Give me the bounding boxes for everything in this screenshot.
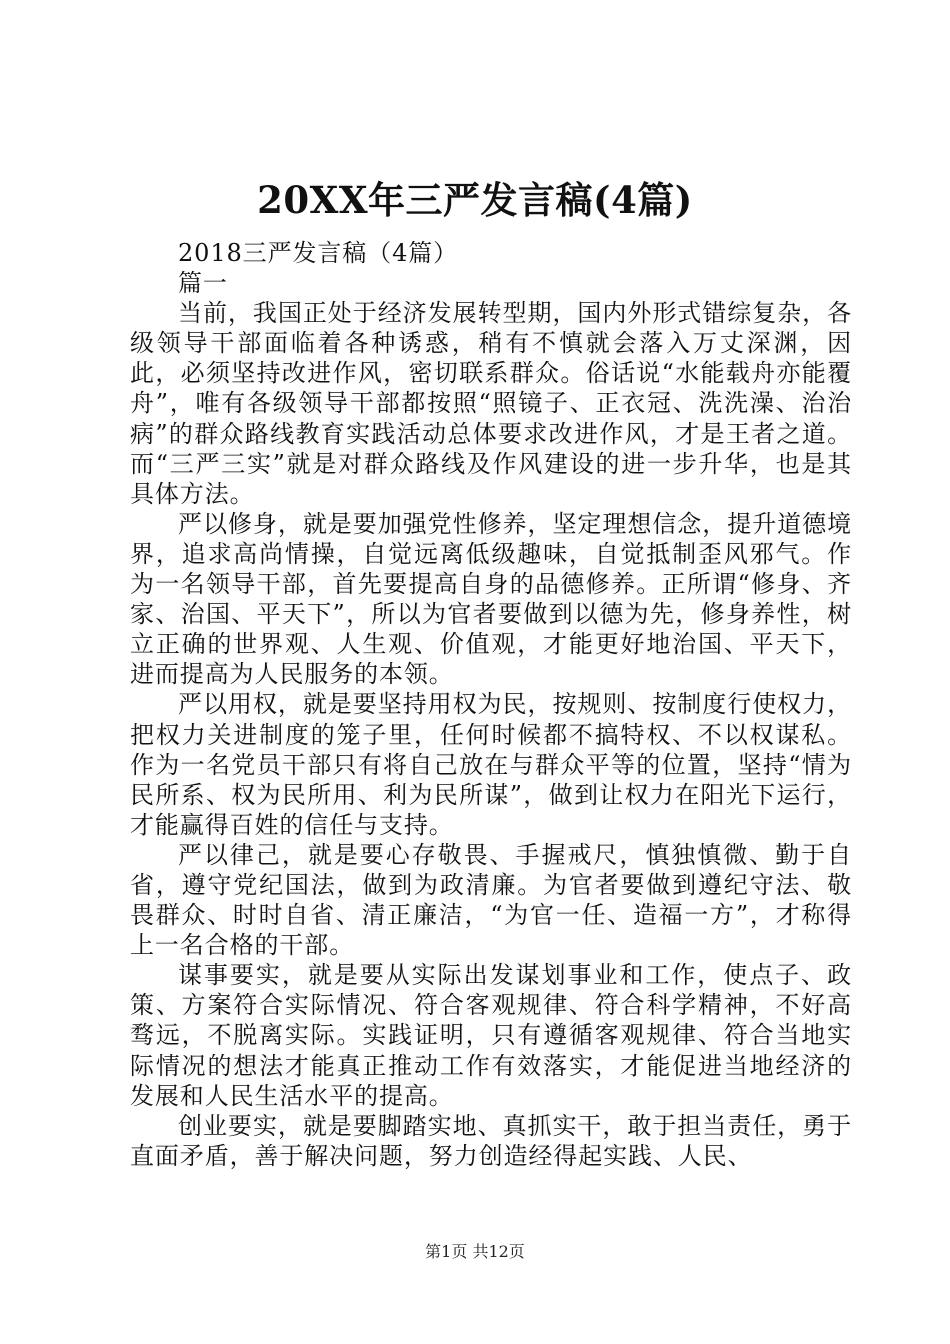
- subtitle-line: 2018三严发言稿（4篇）: [178, 239, 459, 267]
- section-heading: 篇一: [178, 269, 228, 298]
- document-title: 20XX年三严发言稿(4篇): [257, 178, 693, 222]
- body-paragraph: 谋事要实，就是要从实际出发谋划事业和工作，使点子、政策、方案符合实际情况、符合客观规律、符合科学精神，不好高骛远，不脱离实际。实践证明，只有遵循客观规律、符合当地实际情况的想法才能真正推动工作有效落实，才能促进当地经济的发展和人民生活水平的提高。: [130, 961, 852, 1110]
- page-footer: 第1页 共12页: [425, 1242, 525, 1261]
- body-paragraph: 当前，我国正处于经济发展转型期，国内外形式错综复杂，各级领导干部面临着各种诱惑，稍有不慎就会落入万丈深渊，因此，必须坚持改进作风，密切联系群众。俗话说“水能载舟亦能覆舟”，唯有各级领导干部都按照“照镜子、正衣冠、洗洗澡、治治病”的群众路线教育实践活动总体要求改进作风，才是王者之道。而“三严三实”就是对群众路线及作风建设的进一步升华，也是其具体方法。: [130, 299, 852, 508]
- body-paragraph: 严以用权，就是要坚持用权为民，按规则、按制度行使权力，把权力关进制度的笼子里，任何时候都不搞特权、不以权谋私。作为一名党员干部只有将自己放在与群众平等的位置，坚持“情为民所系、权为民所用、利为民所谋”，做到让权力在阳光下运行，才能赢得百姓的信任与支持。: [130, 690, 852, 839]
- body-paragraph: 创业要实，就是要脚踏实地、真抓实干，敢于担当责任，勇于直面矛盾，善于解决问题，努力创造经得起实践、人民、: [130, 1111, 852, 1170]
- document-body: [130, 238, 852, 1171]
- body-paragraph: 严以律己，就是要心存敬畏、手握戒尺，慎独慎微、勤于自省，遵守党纪国法，做到为政清廉。为官者要做到遵纪守法、敬畏群众、时时自省、清正廉洁，“为官一任、造福一方”，才称得上一名合格的干部。: [130, 840, 852, 960]
- body-paragraph: 严以修身，就是要加强党性修养，坚定理想信念，提升道德境界，追求高尚情操，自觉远离低级趣味，自觉抵制歪风邪气。作为一名领导干部，首先要提高自身的品德修养。正所谓“修身、齐家、治国、平天下”，所以为官者要做到以德为先，修身养性，树立正确的世界观、人生观、价值观，才能更好地治国、平天下，进而提高为人民服务的本领。: [130, 509, 852, 689]
